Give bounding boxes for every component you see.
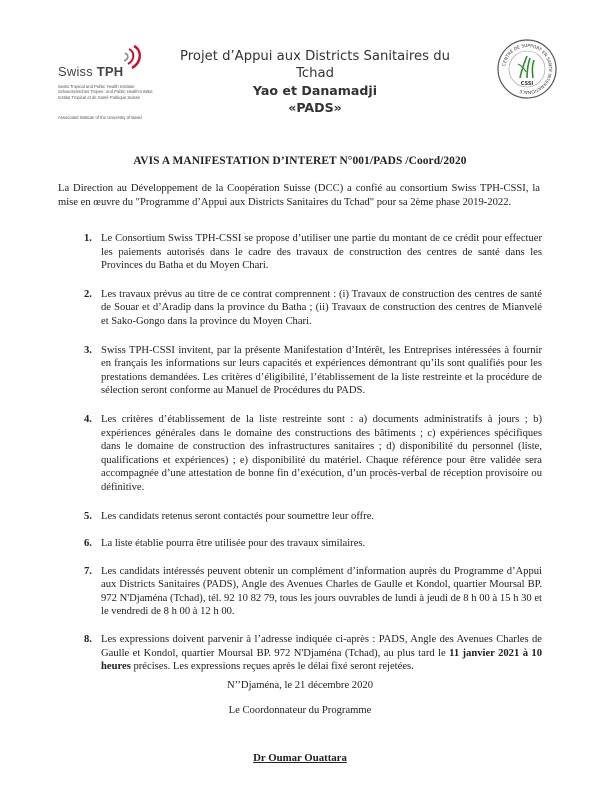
signer-role: Le Coordonnateur du Programme [228,705,372,716]
item-text: Le Consortium Swiss TPH-CSSI se propose d’utiliser une partie du montant de ce crédit pour effectuer les paiements autorisés dans le cadre des travaux de construction des centres de santé dans les Provinces du Batha et du Moyen Chari. [101,233,542,272]
item-text: La liste établie pourra être utilisée pour des travaux similaires. [101,538,366,550]
project-header [170,48,460,116]
swiss-tph-logo [58,38,188,128]
institute-lines [58,84,188,100]
item-text: Les critères d’établissement de la liste restreinte sont : a) documents administratifs à jours ; b) expériences générales dans le domaine des constructions des bâtiments ; c) expériences spécifiques dans le domaine de construction des infrastructures sanitaires ; d) disponibilité du personnel (liste, qualifications et expériences) ; e) disponibilité du matériel. Chaque référence pour être validée sera accompagnée d’une attestation de bonne fin d’exécution, d’un procès-verbal de réception provisoire ou définitive. [101,413,542,493]
numbered-list [58,232,542,686]
notice-title: AVIS A MANIFESTATION D’INTERET N°001/PADS /Coord/2020 [133,155,467,167]
swiss-tph-wordmark [58,64,123,79]
intro-paragraph: La Direction au Développement de la Coopération Suisse (DCC) a confié au consortium Swiss TPH-CSSI, la mise en œuvre du "Programme d’Appui aux Districts Sanitaires du Tchad" pour sa 2ème phase 2019-2022. [58,183,540,208]
item-text: Les candidats intéressés peuvent obtenir un complément d’information auprès du Programme d’Appui aux Districts Sanitaires (PADS), Angle des Avenues Charles de Gaulle et Kondol, quartier Moursal BP. 972 N'Djaména (Tchad), tél. 92 10 82 79, tous les jours ouvrables de lundi à jeudi de 8 h 00 à 15 h 30 et le vendredi de 8 h 00 à 12 h 00. [101,565,542,618]
item-text: Les candidats retenus seront contactés pour soumettre leur offre. [101,510,375,522]
signer-name: Dr Oumar Ouattara [253,752,347,764]
item-text: Les travaux prévus au titre de ce contrat comprennent : (i) Travaux de construction des centres de santé de Souar et d’Aradip dans la province du Batha ; (ii) Travaux de construction des centres de Mianvelé et Sako-Gongo dans la province du Moyen Chari. [101,288,542,327]
item-number: 2. [84,288,92,300]
item-number: 6. [84,538,92,550]
list-item [58,537,542,551]
institute-line-de: Schweizerisches Tropen- und Public Health-Institut [58,89,153,95]
cssi-seal-logo [496,38,558,100]
item-number: 7. [84,565,92,577]
list-item [58,633,542,674]
deadline-connector: à [522,647,528,659]
brand-swiss: Swiss [58,64,93,79]
list-item [58,565,542,619]
institute-line-en: Swiss Tropical and Public Health Institute [58,84,135,89]
item8-text-after: précises. Les expressions reçues après le délai fixé seront rejetées. [133,661,414,673]
item-number: 1. [84,233,92,244]
item8-text-before: Les expressions doivent parvenir à l’adresse indiquée ci-après : PADS, Angle des Avenues Charles de Gaulle et Kondol, quartier Moursal BP. 972 N'Djaména (Tchad), au plus tard le [101,634,542,659]
seal-abbr: CSSI [520,81,534,87]
deadline-date: 11 janvier 2021 [449,647,520,659]
deadline-time: 10 heures [101,647,542,673]
item-text: Swiss TPH-CSSI invitent, par la présente Manifestation d’Intérêt, les Entreprises intéressées à fournir en français les informations sur leurs capacités et expériences démontrant qu’ils sont qualifiés pour les prestations demandées. Les critères d’éligibilité, l’établissement de la liste restreinte et la procédure de sélection seront conforme au Manuel de Procédures du PADS. [101,344,542,397]
letterhead [0,0,600,140]
item-number: 5. [84,510,92,522]
list-item [58,413,542,495]
item-number: 8. [84,634,92,646]
list-item [58,288,542,329]
item-number: 4. [84,413,92,425]
districts-line: Yao et Danamadji [252,83,378,98]
list-item [58,344,542,398]
place-date: N’’Djaména, le 21 décembre 2020 [227,680,373,691]
seal-ring-text: CENTRE DE SUPPORT EN SANTÉ INTERNATIONALE [502,43,553,95]
acronym-line: «PADS» [288,100,342,115]
project-title: Projet d’Appui aux Districts Sanitaires du Tchad [180,49,450,81]
associated-institute: Associated Institute of the University of Basel [58,115,142,120]
brand-tph: TPH [96,64,124,79]
list-item [58,232,542,273]
institute-line-fr: Institut Tropical et de Santé Publique Suisse [58,94,140,100]
item-number: 3. [84,344,92,356]
list-item [58,510,542,524]
swiss-tph-emblem-icon [120,44,144,70]
